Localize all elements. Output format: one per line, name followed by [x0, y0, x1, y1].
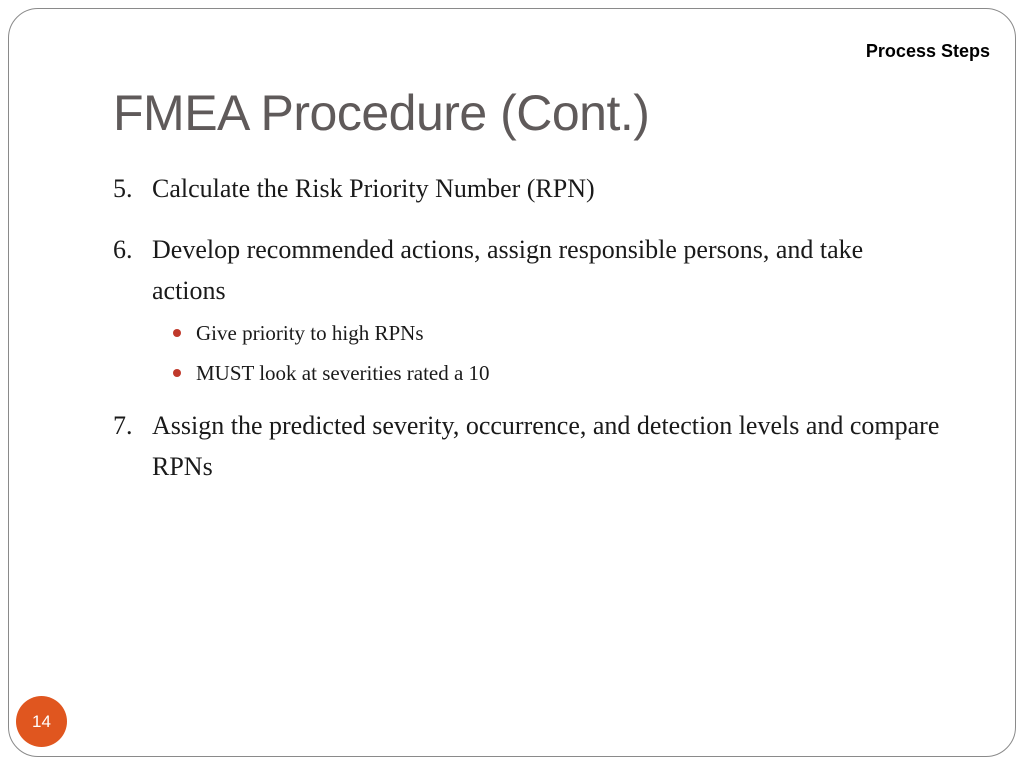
step-item: [113, 168, 943, 209]
step-number: 7.: [113, 411, 133, 440]
bullet-dot-icon: [173, 329, 181, 337]
step-item: [113, 229, 943, 311]
step-item: [113, 405, 943, 487]
slide-title: FMEA Procedure (Cont.): [113, 85, 650, 141]
sub-bullet-item: [173, 313, 943, 353]
sub-bullet-list: [113, 313, 943, 393]
step-text: Assign the predicted severity, occurrence, and detection levels and compare RPNs: [152, 411, 940, 481]
step-text: Calculate the Risk Priority Number (RPN): [152, 174, 595, 203]
section-label: Process Steps: [865, 41, 990, 61]
sub-bullet-text: MUST look at severities rated a 10: [196, 361, 490, 385]
step-number: 6.: [113, 235, 133, 264]
sub-bullet-text: Give priority to high RPNs: [196, 321, 424, 345]
slide-content: [113, 168, 943, 487]
bullet-dot-icon: [173, 369, 181, 377]
step-number: 5.: [113, 174, 133, 203]
page-number-badge: 14: [16, 696, 67, 747]
step-text: Develop recommended actions, assign responsible persons, and take actions: [152, 235, 864, 305]
sub-bullet-item: [173, 353, 943, 393]
